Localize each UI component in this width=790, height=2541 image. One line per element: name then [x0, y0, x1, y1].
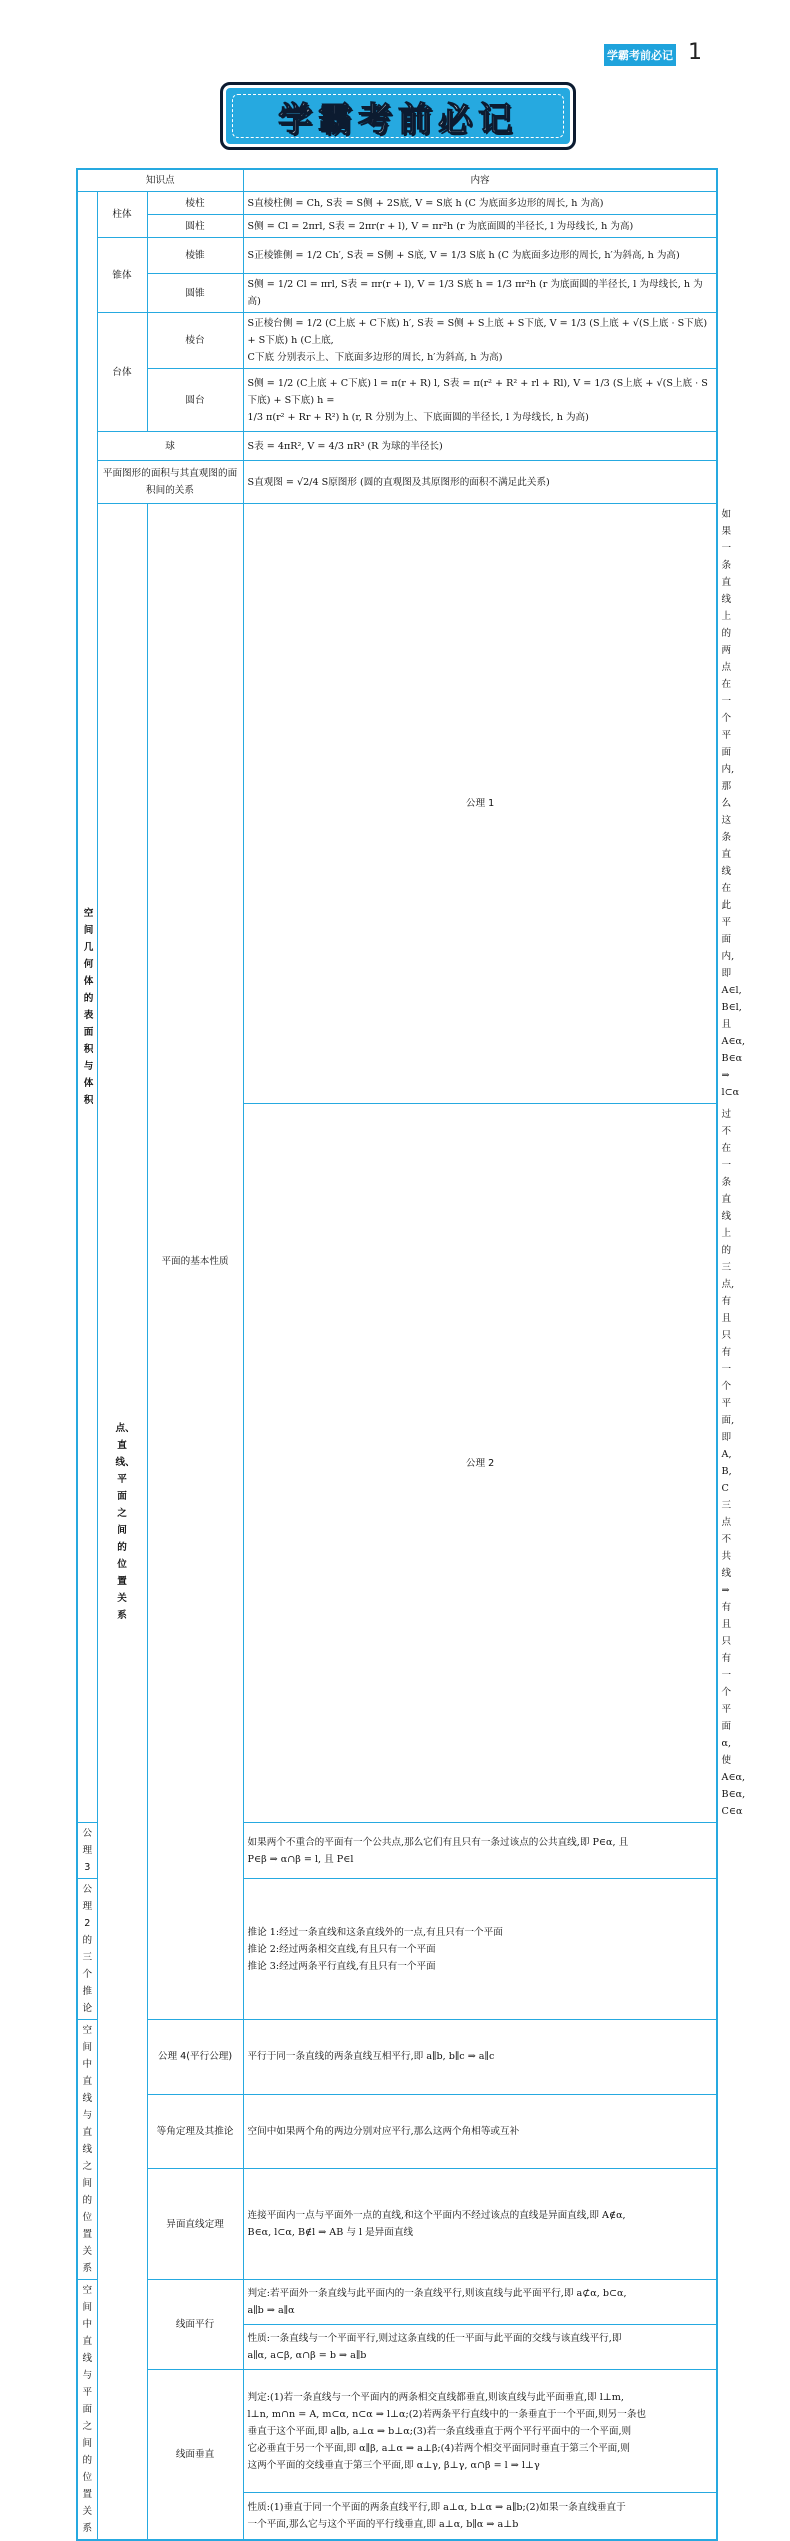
table-row — [77, 313, 717, 369]
table-row: 公理 2 过不在一条直线上的三点,有且只有一个平面,即 A, B, C 三点不共线 ⇒ 有且只有一个平面 α, 使 A∈α, B∈α, C∈α — [77, 1104, 717, 1823]
item-yuanzhui: 圆锥 — [147, 274, 243, 313]
item-dengjiao: 等角定理及其推论 — [147, 2094, 243, 2169]
item-qiu: 球 — [97, 432, 243, 461]
table-row — [77, 2370, 717, 2493]
knowledge-table — [76, 168, 746, 2541]
content-tuilun — [243, 1879, 717, 2020]
text-line: 推论 1:经过一条直线和这条直线外的一点,有且只有一个平面 — [247, 1926, 503, 1938]
page-title: 学霸考前必记 — [278, 99, 518, 140]
content-yuantai — [243, 369, 717, 432]
table-row: 点、直线、平面之间的位置关系 平面的基本性质 公理 1 如果一条直线上的两点在一个平面内,那么这条直线在此平面内,即 A∈l, B∈l, 且 A∈α, B∈α ⇒ l⊂α — [77, 504, 717, 1104]
text-line: S侧 = 1/2 (C上底 + C下底) l = π(r + R) l, S表 = π(r² + R² + rl + Rl), V = 1/3 (S上底 + √(S上底 · S下底) + S下底) h = — [247, 377, 708, 406]
table-row — [77, 2280, 717, 2325]
item-lengzhu: 棱柱 — [147, 192, 243, 215]
text-line: 判定:若平面外一条直线与此平面内的一条直线平行,则该直线与此平面平行,即 a⊄α, b⊂α, — [247, 2288, 627, 2299]
col-header-knowledge: 知识点 — [77, 169, 243, 192]
group-xianmian: 空间中直线与平面之间的位置关系 — [77, 2280, 97, 2541]
section-tag: 学霸考前必记 — [604, 44, 676, 66]
content-pingxing-prop — [243, 2325, 717, 2370]
text-line: 垂直于这个平面,即 a∥b, a⊥α ⇒ b⊥α;(3)若一条直线垂直于两个平行平面中的一个平面,则 — [247, 2425, 632, 2437]
title-banner — [220, 82, 576, 150]
item-lengtai: 棱台 — [147, 313, 243, 369]
section-label-text: 点、直线、平面之间的位置关系 — [115, 1422, 135, 1621]
content-lengzhu: S直棱柱侧 = Ch, S表 = S侧 + 2S底, V = S底 h (C 为底面多边形的周长, h 为高) — [243, 192, 717, 215]
item-gongli4: 公理 4(平行公理) — [147, 2020, 243, 2095]
table-row — [77, 274, 717, 313]
text-line: l⊥n, m∩n = A, m⊂α, n⊂α ⇒ l⊥α;(2)若两条平行直线中的一条垂直于一个平面,则另一条也 — [247, 2408, 647, 2420]
section-label-text: 空间几何体的表面积与体积 — [83, 908, 94, 1106]
item-zhiguan: 平面图形的面积与其直观图的面积间的关系 — [97, 461, 243, 504]
item-yuanzhu: 圆柱 — [147, 215, 243, 238]
text-line: S正棱台侧 = 1/2 (C上底 + C下底) h′, S表 = S侧 + S上底 + S下底, V = 1/3 (S上底 + √(S上底 · S下底) + S下底) h (C上底, — [247, 318, 708, 346]
text-line: B∈α, l⊂α, B∉l ⇒ AB 与 l 是异面直线 — [247, 2227, 414, 2239]
text-line: 它必垂直于另一个平面,即 α∥β, a⊥α ⇒ a⊥β;(4)若两个相交平面同时垂直于第三个平面,则 — [247, 2442, 630, 2454]
item-gongli2: 公理 2 — [243, 1104, 717, 1823]
page-number: 1 — [688, 40, 702, 65]
header-row — [77, 169, 717, 192]
content-chuizhi-judge — [243, 2370, 717, 2493]
text-line: 推论 2:经过两条相交直线,有且只有一个平面 — [247, 1943, 436, 1955]
content-pingxing-judge — [243, 2280, 717, 2325]
text-line: 连接平面内一点与平面外一点的直线,和这个平面内不经过该点的直线是异面直线,即 A∉α, — [247, 2210, 626, 2222]
content-yimian — [243, 2169, 717, 2280]
table-row — [77, 2094, 717, 2169]
text-line: 性质:一条直线与一个平面平行,则过这条直线的任一平面与此平面的交线与该直线平行,即 — [247, 2333, 622, 2344]
table-row — [77, 192, 717, 215]
table-row — [77, 215, 717, 238]
text-line: P∈β ⇒ α∩β = l, 且 P∈l — [247, 1853, 354, 1865]
item-gongli3: 公理 3 — [77, 1823, 97, 1879]
text-line: C下底 分别表示上、下底面多边形的周长, h′为斜高, h 为高) — [247, 352, 503, 363]
content-qiu: S表 = 4πR², V = 4/3 πR³ (R 为球的半径长) — [243, 432, 717, 461]
item-pingxing: 线面平行 — [147, 2280, 243, 2370]
section-label-position — [97, 504, 147, 2541]
group-taiti: 台体 — [97, 313, 147, 432]
content-yuanzhui: S侧 = 1/2 Cl = πrl, S表 = πr(r + l), V = 1/3 S底 h = 1/3 πr²h (r 为底面圆的半径长, l 为母线长, h 为高) — [243, 274, 717, 313]
text-line: 1/3 π(r² + Rr + R²) h (r, R 分别为上、下底面圆的半径长, l 为母线长, h 为高) — [247, 411, 589, 423]
content-gongli4: 平行于同一条直线的两条直线互相平行,即 a∥b, b∥c ⇒ a∥c — [243, 2020, 717, 2095]
section-label-geometry — [77, 192, 97, 1823]
group-zhuiti: 锥体 — [97, 238, 147, 313]
item-yuantai: 圆台 — [147, 369, 243, 432]
text-line: 这两个平面的交线垂直于第三个平面,即 α⊥γ, β⊥γ, α∩β = l ⇒ l⊥γ — [247, 2459, 540, 2471]
group-jiben: 平面的基本性质 — [147, 504, 243, 2020]
table-row — [77, 369, 717, 432]
text-line: a∥b ⇒ a∥α — [247, 2305, 295, 2316]
text-line: 推论 3:经过两条平行直线,有且只有一个平面 — [247, 1960, 436, 1972]
text-line: 一个平面,那么它与这个平面的平行线垂直,即 a⊥α, b∥α ⇒ a⊥b — [247, 2519, 519, 2530]
table-row — [77, 2020, 717, 2095]
col-header-content: 内容 — [243, 169, 717, 192]
table-row — [77, 238, 717, 274]
item-lengzhui: 棱锥 — [147, 238, 243, 274]
item-yimian: 异面直线定理 — [147, 2169, 243, 2280]
content-lengzhui: S正棱锥侧 = 1/2 Ch′, S表 = S侧 + S底, V = 1/3 S底 h (C 为底面多边形的周长, h′为斜高, h 为高) — [243, 238, 717, 274]
text-line: 判定:(1)若一条直线与一个平面内的两条相交直线都垂直,则该直线与此平面垂直,即 l⊥m, — [247, 2391, 624, 2403]
content-gongli3 — [243, 1823, 717, 1879]
group-zhixian: 空间中直线与直线之间的位置关系 — [77, 2020, 97, 2280]
text-line: a∥α, a⊂β, α∩β = b ⇒ a∥b — [247, 2350, 367, 2361]
text-line: 性质:(1)垂直于同一个平面的两条直线平行,即 a⊥α, b⊥α ⇒ a∥b;(2)如果一条直线垂直于 — [247, 2502, 626, 2513]
content-lengtai — [243, 313, 717, 369]
content-chuizhi-prop — [243, 2493, 717, 2541]
content-zhiguan: S直观图 = √2/4 S原图形 (圆的直观图及其原图形的面积不满足此关系) — [243, 461, 717, 504]
table-row — [77, 2169, 717, 2280]
item-gongli1: 公理 1 — [243, 504, 717, 1104]
item-chuizhi: 线面垂直 — [147, 2370, 243, 2541]
content-dengjiao: 空间中如果两个角的两边分别对应平行,那么这两个角相等或互补 — [243, 2094, 717, 2169]
group-zhuti: 柱体 — [97, 192, 147, 238]
text-line: 如果两个不重合的平面有一个公共点,那么它们有且只有一条过该点的公共直线,即 P∈α, 且 — [247, 1836, 629, 1848]
table-row — [77, 461, 717, 504]
content-yuanzhu: S侧 = Cl = 2πrl, S表 = 2πr(r + l), V = πr²h (r 为底面圆的半径长, l 为母线长, h 为高) — [243, 215, 717, 238]
table-row — [77, 432, 717, 461]
item-tuilun: 公理 2 的三个推论 — [77, 1879, 97, 2020]
